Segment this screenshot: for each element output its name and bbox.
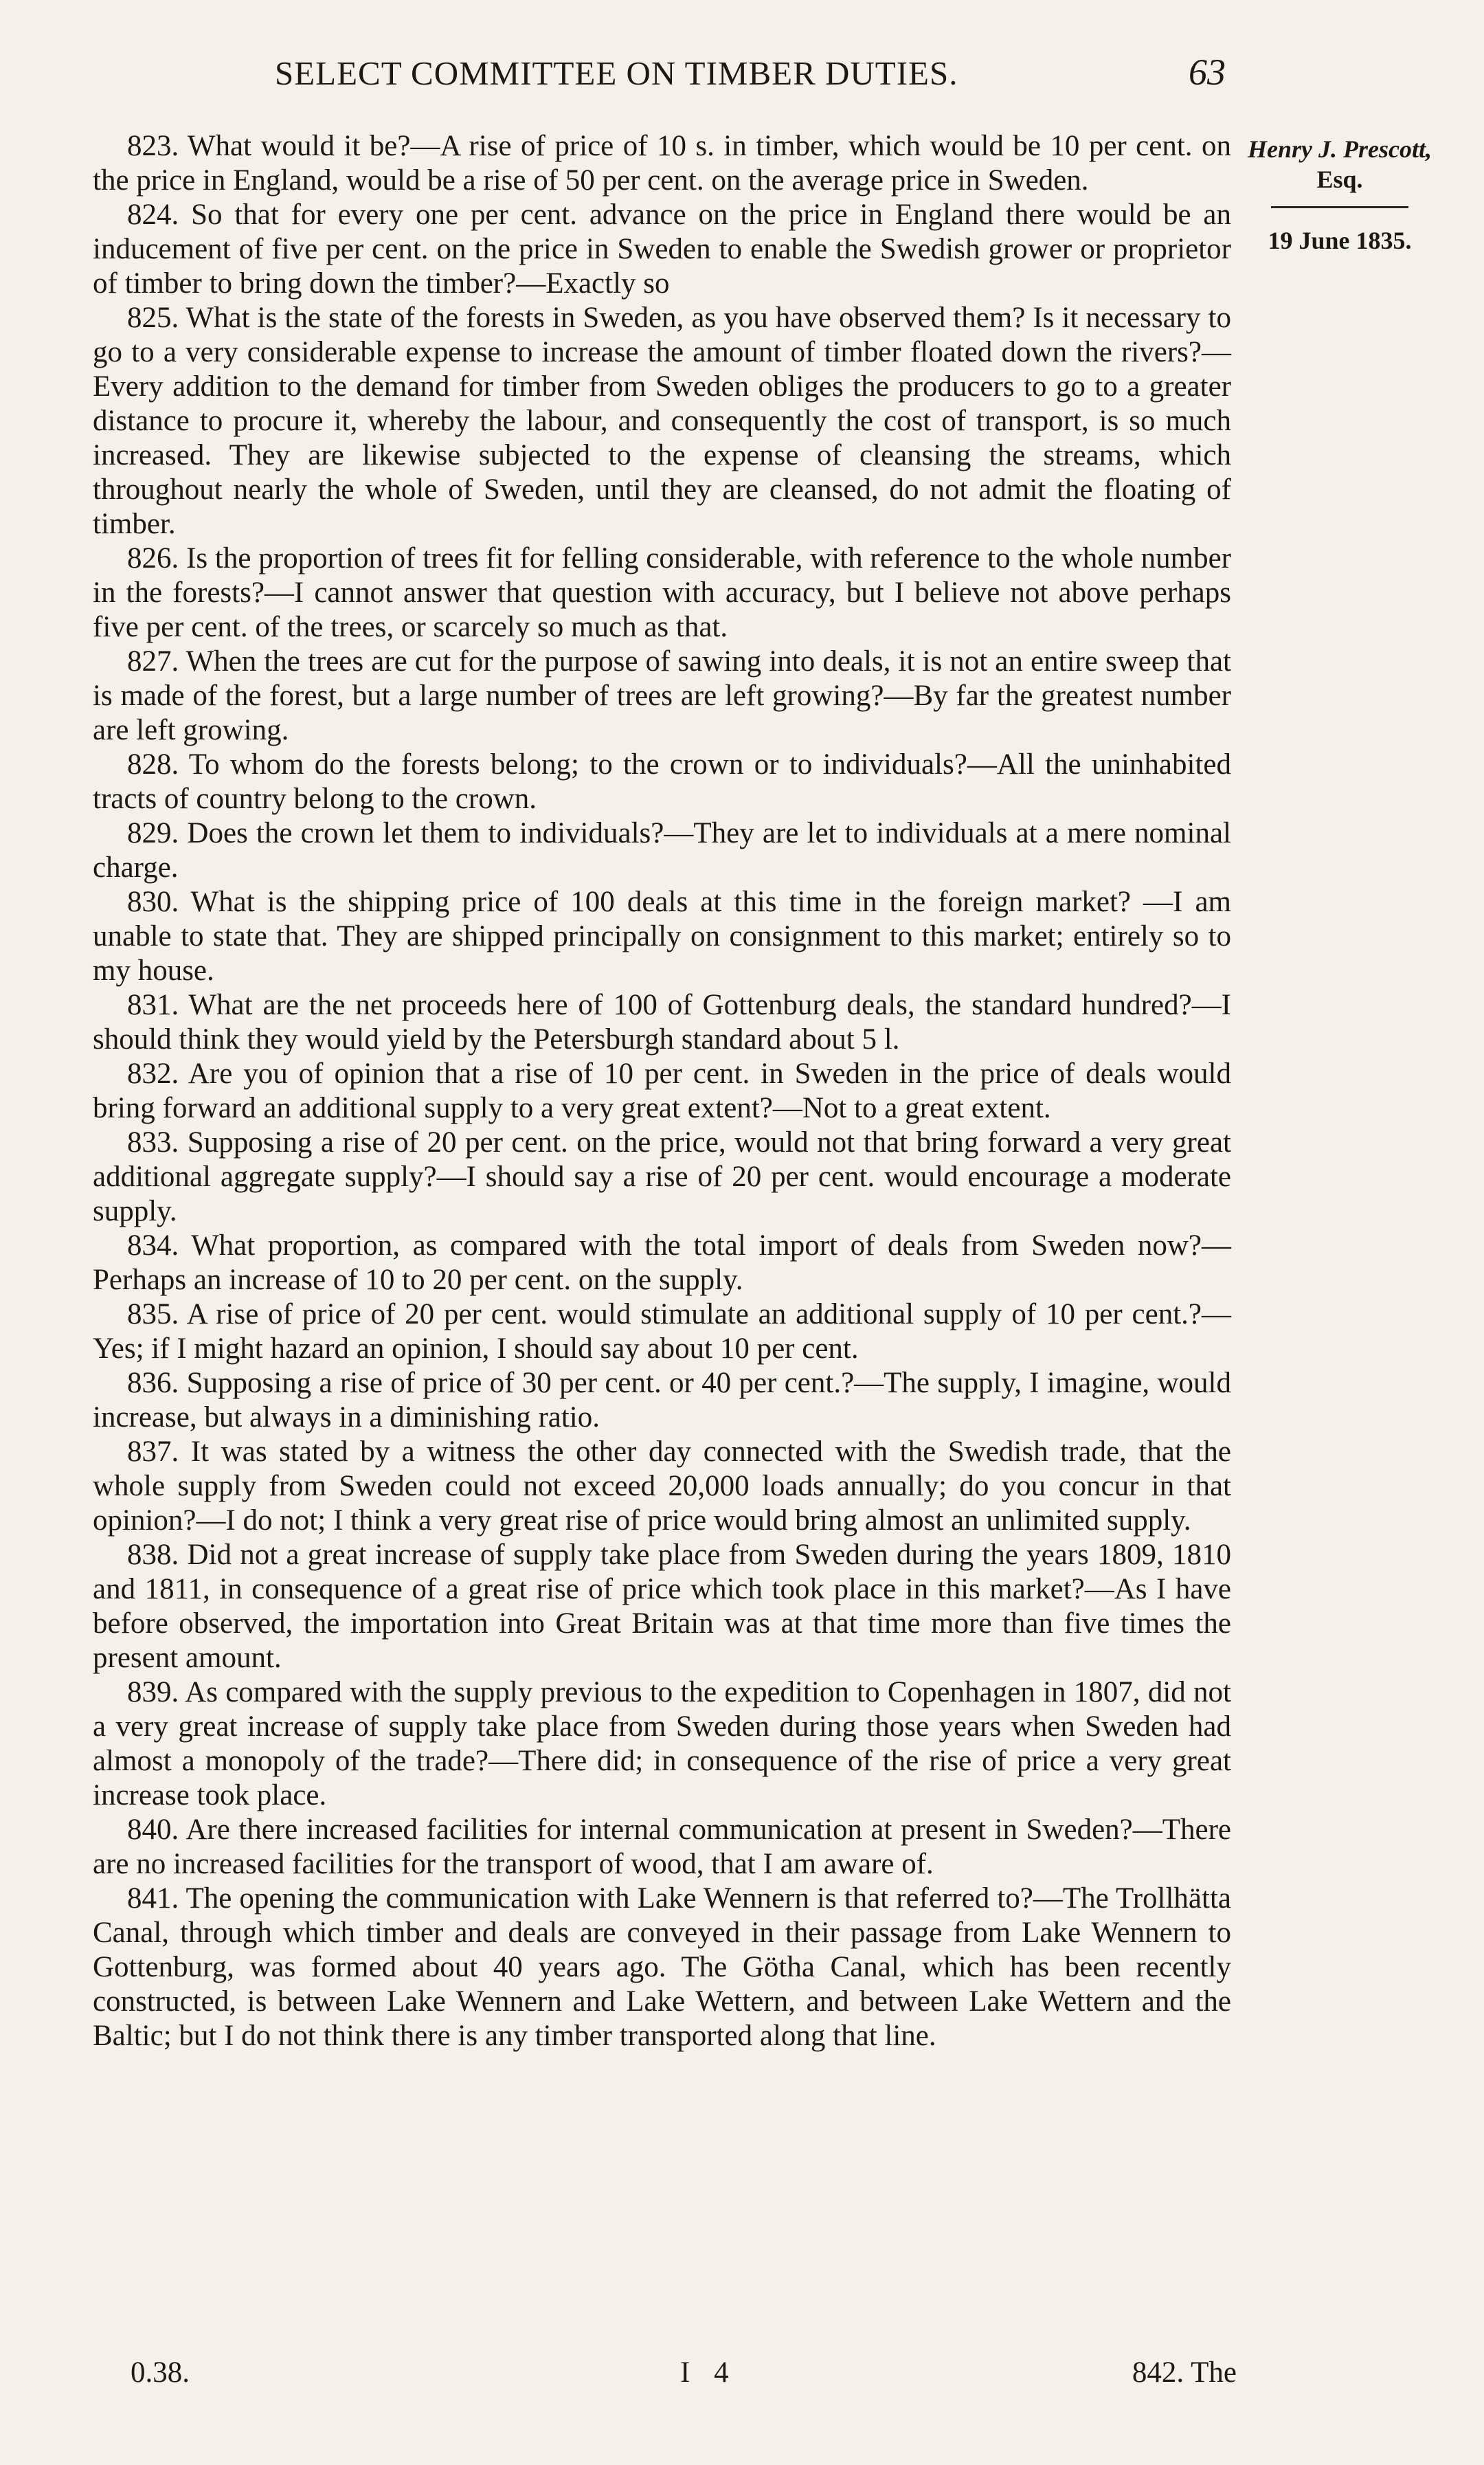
- qa-paragraph-824: 824. So that for every one per cent. advance on the price in England there would be an inducement of five per cent. on the price in Sweden to enable the Swedish grower or proprietor of timber to bring down the timber?—Exactly so: [93, 199, 1231, 300]
- qa-paragraph-827: 827. When the trees are cut for the purpose of sawing into deals, it is not an entire sweep that is made of the forest, but a large number of trees are left growing?—By far the greatest number are left growing.: [93, 645, 1231, 746]
- qa-paragraph-836: 836. Supposing a rise of price of 30 per cent. or 40 per cent.?—The supply, I imagine, would increase, but always in a diminishing ratio.: [93, 1367, 1231, 1434]
- qa-paragraph-837: 837. It was stated by a witness the other day connected with the Swedish trade, that the whole supply from Sweden could not exceed 20,000 loads annually; do you concur in that opinion?—I do not; I think a very great rise of price would bring almost an unlimited supply.: [93, 1436, 1231, 1537]
- page-number: 63: [1189, 52, 1226, 93]
- qa-paragraph-835: 835. A rise of price of 20 per cent. would stimulate an additional supply of 10 per cent.?—Yes; if I might hazard an opinion, I should say about 10 per cent.: [93, 1298, 1231, 1365]
- qa-paragraph-832: 832. Are you of opinion that a rise of 10 per cent. in Sweden in the price of deals would bring forward an additional supply to a very great extent?—Not to a great extent.: [93, 1058, 1231, 1124]
- footer-catchword: 842. The: [1132, 2356, 1237, 2389]
- qa-paragraph-826: 826. Is the proportion of trees fit for felling considerable, with reference to the whole number in the forests?—I cannot answer that question with accuracy, but I believe not above perhaps five per cent. of the trees, or scarcely so much as that.: [93, 542, 1231, 643]
- page-footer: [96, 2356, 1237, 2397]
- witness-title: Esq.: [1316, 166, 1363, 193]
- qa-paragraph-834: 834. What proportion, as compared with the total import of deals from Sweden now?—Perhaps an increase of 10 to 20 per cent. on the supply.: [93, 1229, 1231, 1296]
- qa-paragraph-828: 828. To whom do the forests belong; to the crown or to individuals?—All the uninhabited tracts of country belong to the crown.: [93, 748, 1231, 815]
- body-column: [93, 129, 1231, 2053]
- qa-paragraph-829: 829. Does the crown let them to individuals?—They are let to individuals at a mere nominal charge.: [93, 817, 1231, 884]
- qa-paragraph-838: 838. Did not a great increase of supply take place from Sweden during the years 1809, 1810 and 1811, in consequence of a great rise of price which took place in this market?—As I have before observed, the importation into Great Britain was at that time more than five times the present amount.: [93, 1539, 1231, 1674]
- running-title: SELECT COMMITTEE ON TIMBER DUTIES.: [275, 54, 958, 92]
- margin-rule: [1271, 206, 1408, 208]
- qa-paragraph-823: 823. What would it be?—A rise of price of 10 s. in timber, which would be 10 per cent. on the price in England, would be a rise of 50 per cent. on the average price in Sweden.: [93, 130, 1231, 197]
- margin-note: [1247, 135, 1432, 255]
- witness-date: 19 June 1835.: [1268, 227, 1412, 254]
- witness-name: Henry J. Prescott,: [1248, 135, 1432, 163]
- qa-paragraph-831: 831. What are the net proceeds here of 100 of Gottenburg deals, the standard hundred?—I should think they would yield by the Petersburgh standard about 5 l.: [93, 989, 1231, 1056]
- footer-sessional-number: 0.38.: [131, 2356, 190, 2389]
- qa-paragraph-841: 841. The opening the communication with Lake Wennern is that referred to?—The Trollhätta Canal, through which timber and deals are conveyed in their passage from Lake Wennern to Gottenburg, was formed about 40 years ago. The Götha Canal, which has been recently constructed, is between Lake Wennern and Lake Wettern, and between Lake Wettern and the Baltic; but I do not think there is any timber transported along that line.: [93, 1882, 1231, 2052]
- qa-paragraph-830: 830. What is the shipping price of 100 deals at this time in the foreign market? —I am unable to state that. They are shipped principally on consignment to this market; entirely so to my house.: [93, 886, 1231, 987]
- qa-paragraph-825: 825. What is the state of the forests in Sweden, as you have observed them? Is it necessary to go to a very considerable expense to increase the amount of timber floated down the rivers?—Every addition to the demand for timber from Sweden obliges the producers to go to a greater distance to procure it, whereby the labour, and consequently the cost of transport, is so much increased. They are likewise subjected to the expense of cleansing the streams, which throughout nearly the whole of Sweden, until they are cleansed, do not admit the floating of timber.: [93, 302, 1231, 540]
- qa-paragraph-833: 833. Supposing a rise of 20 per cent. on the price, would not that bring forward a very great additional aggregate supply?—I should say a rise of 20 per cent. would encourage a moderate supply.: [93, 1126, 1231, 1227]
- footer-signature-mark: I 4: [680, 2356, 737, 2389]
- page-header: [96, 54, 1347, 109]
- qa-paragraph-839: 839. As compared with the supply previous to the expedition to Copenhagen in 1807, did not a very great increase of supply take place from Sweden during those years when Sweden had almost a monopoly of the trade?—There did; in consequence of the rise of price a very great increase took place.: [93, 1676, 1231, 1811]
- qa-paragraph-840: 840. Are there increased facilities for internal communication at present in Sweden?—There are no increased facilities for the transport of wood, that I am aware of.: [93, 1814, 1231, 1880]
